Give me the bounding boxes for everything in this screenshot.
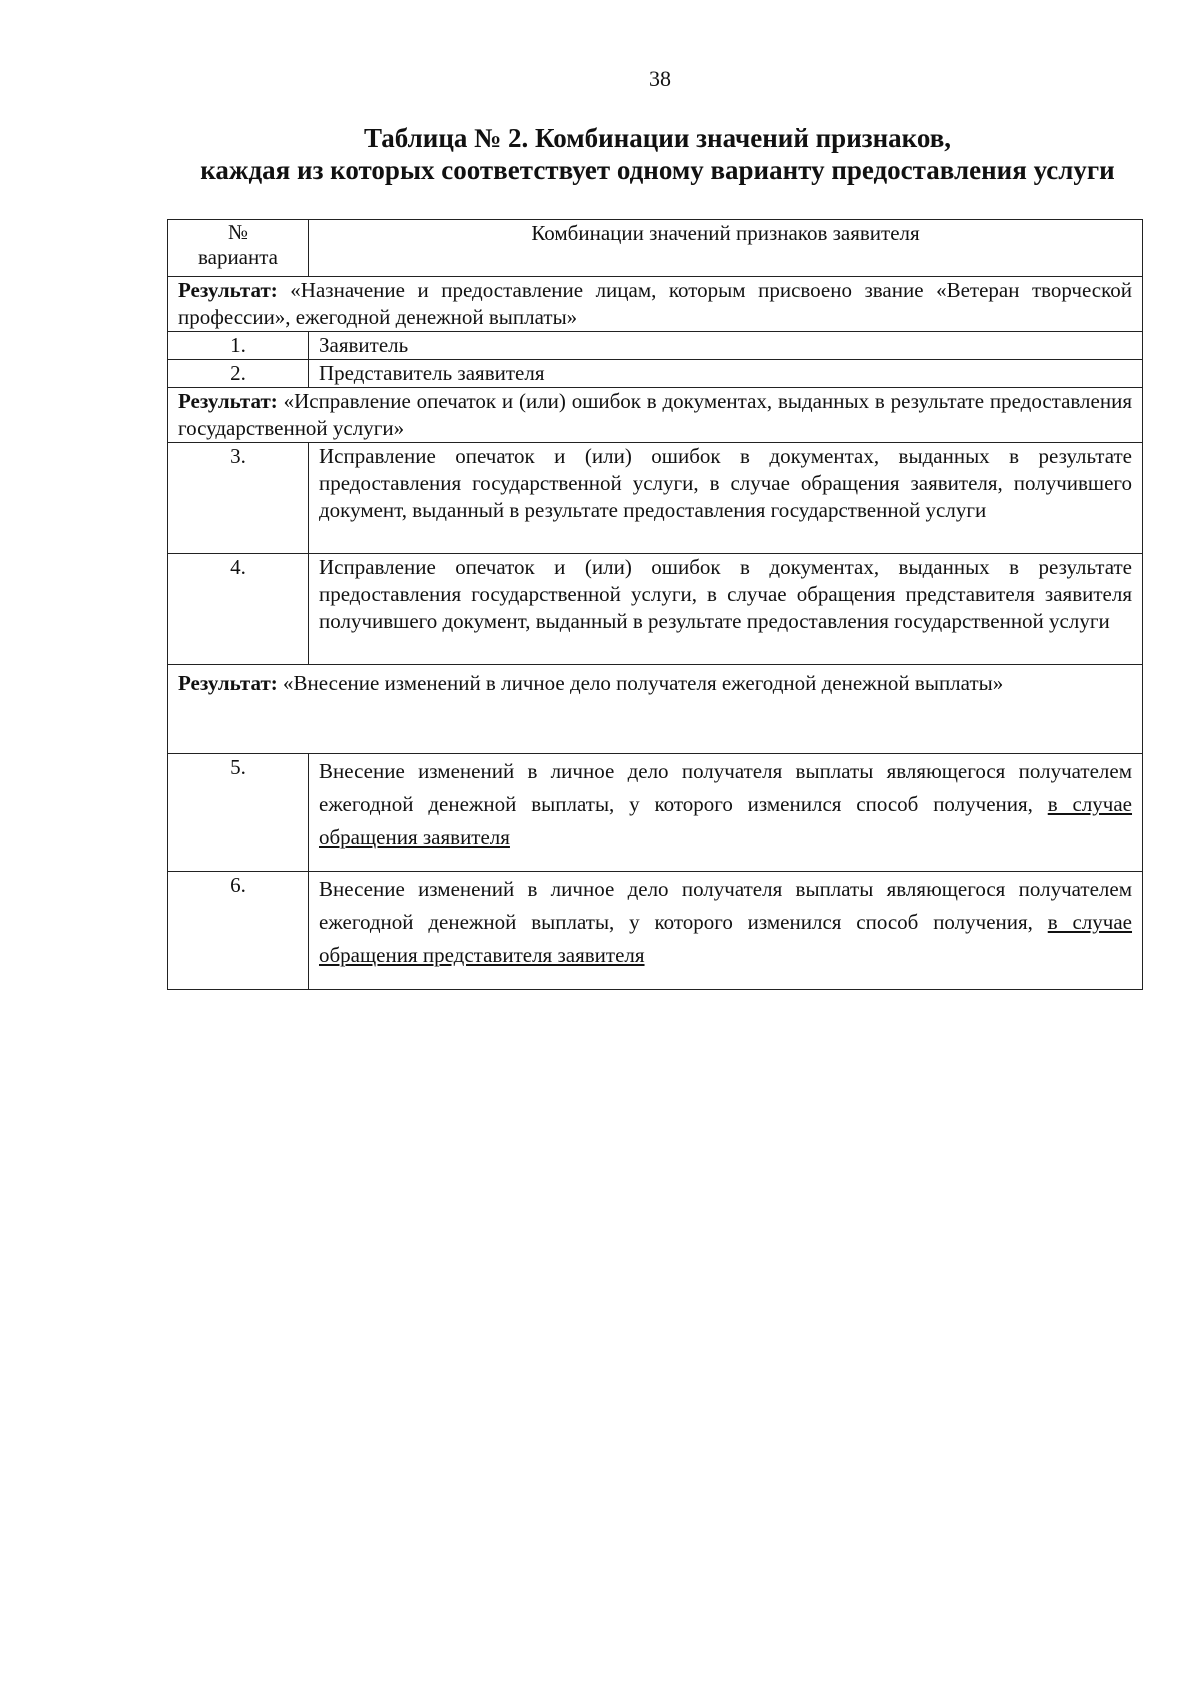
result-label: Результат: — [178, 389, 278, 413]
table-title-line-1: Таблица № 2. Комбинации значений признаков, — [363, 123, 952, 153]
variant-description-underlined: в случае обращения представителя заявителя — [319, 910, 1133, 967]
variant-number: 6. — [168, 872, 309, 990]
variant-row — [168, 360, 1143, 388]
variants-table — [167, 219, 1143, 990]
variant-row — [168, 443, 1143, 554]
result-cell — [168, 277, 1143, 332]
variant-number: 5. — [168, 754, 309, 872]
page-number: 38 — [649, 66, 671, 91]
header-combinations: Комбинации значений признаков заявителя — [309, 220, 1143, 277]
variant-description: Представитель заявителя — [309, 360, 1143, 388]
result-row — [168, 277, 1143, 332]
result-cell — [168, 665, 1143, 754]
variant-row — [168, 754, 1143, 872]
table-header-row — [168, 220, 1143, 277]
result-label: Результат: — [178, 278, 278, 302]
result-cell — [168, 388, 1143, 443]
variant-description-underlined: в случае обращения заявителя — [319, 792, 1133, 849]
variant-number: 1. — [168, 332, 309, 360]
variant-description: Заявитель — [309, 332, 1143, 360]
result-row — [168, 665, 1143, 754]
table-title-line-2: каждая из которых соответствует одному варианту предоставления услуги — [200, 155, 1115, 185]
result-text: «Назначение и предоставление лицам, которым присвоено звание «Ветеран творческой профессии», ежегодной денежной выплаты» — [178, 278, 1132, 329]
result-text: «Исправление опечаток и (или) ошибок в документах, выданных в результате предоставления государственной услуги» — [178, 389, 1132, 440]
header-variant-number — [168, 220, 309, 277]
variant-row — [168, 332, 1143, 360]
header-num-label: варианта — [197, 245, 278, 269]
variant-number: 3. — [168, 443, 309, 554]
variant-row — [168, 872, 1143, 990]
result-label: Результат: — [178, 671, 278, 695]
variant-description — [309, 754, 1143, 872]
header-num-symbol: № — [227, 220, 249, 244]
variant-description — [309, 872, 1143, 990]
variant-description-text: Внесение изменений в личное дело получателя выплаты являющегося получателем ежегодной денежной выплаты, у которого изменился способ получения, — [319, 877, 1132, 934]
variant-description: Исправление опечаток и (или) ошибок в документах, выданных в результате предоставления государственной услуги, в случае обращения представителя заявителя получившего документ, выданный в результате предоставления государственной услуги — [309, 554, 1143, 665]
variant-description-text: Внесение изменений в личное дело получателя выплаты являющегося получателем ежегодной денежной выплаты, у которого изменился способ получения, — [319, 759, 1132, 816]
variant-number: 2. — [168, 360, 309, 388]
result-text: «Внесение изменений в личное дело получателя ежегодной денежной выплаты» — [277, 671, 1004, 695]
variant-description: Исправление опечаток и (или) ошибок в документах, выданных в результате предоставления государственной услуги, в случае обращения заявителя, получившего документ, выданный в результате предоставления государственной услуги — [309, 443, 1143, 554]
table-title — [165, 122, 1150, 186]
result-row — [168, 388, 1143, 443]
variant-row — [168, 554, 1143, 665]
variant-number: 4. — [168, 554, 309, 665]
